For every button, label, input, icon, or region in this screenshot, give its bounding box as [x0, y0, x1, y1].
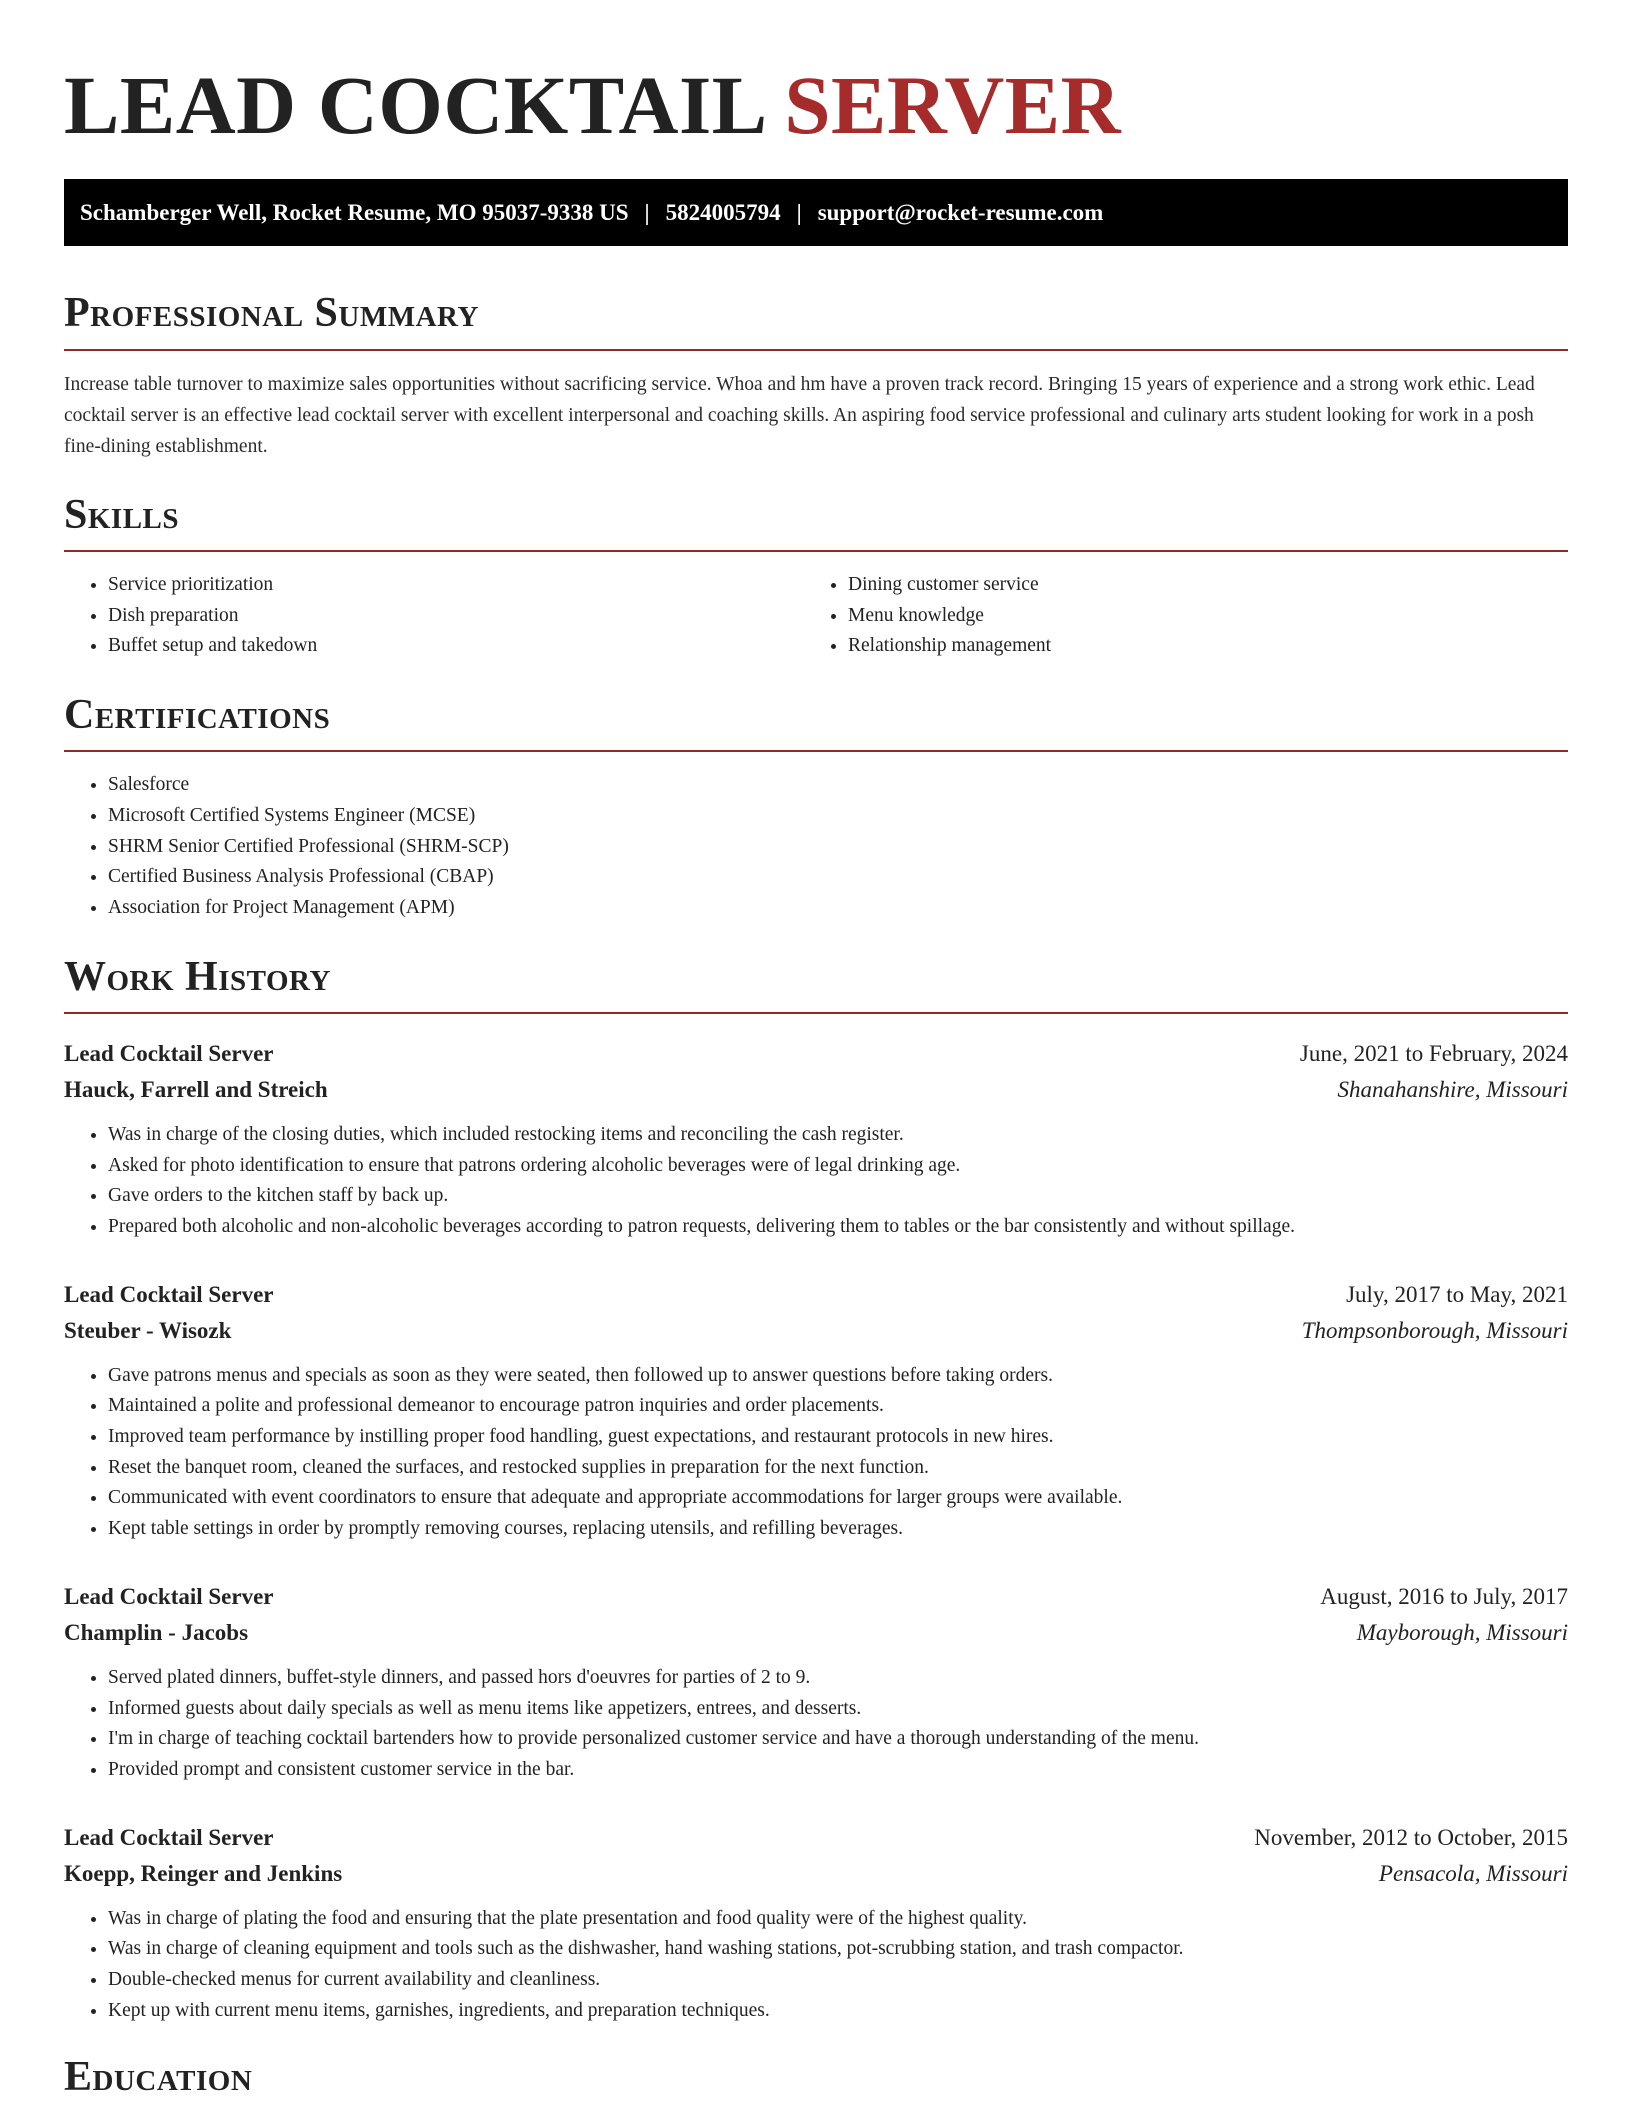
- skills-list-right: [804, 570, 1544, 662]
- list-item: • Relationship management: [848, 631, 1544, 662]
- list-item: • Gave orders to the kitchen staff by back up.: [108, 1181, 1568, 1212]
- summary-text: Increase table turnover to maximize sales opportunities without sacrificing service. Whoa and hm have a proven track record. Bringing 15 years of experience and a strong work ethic. Lead cocktail server is an effective lead cocktail server with excellent interpersonal and coaching skills. An aspiring food service professional and culinary arts student looking for work in a posh fine-dining establishment.: [64, 373, 1535, 457]
- job-entry: [64, 1579, 1568, 1786]
- job-header-row: [64, 1579, 1568, 1615]
- title-main: LEAD COCKTAIL: [64, 59, 764, 151]
- list-item: • Asked for photo identification to ensure that patrons ordering alcoholic beverages were of legal drinking age.: [108, 1151, 1568, 1182]
- list-item: • Was in charge of cleaning equipment and tools such as the dishwasher, hand washing stations, pot-scrubbing station, and trash compactor.: [108, 1934, 1568, 1965]
- list-item: • Informed guests about daily specials as well as menu items like appetizers, entrees, and desserts.: [108, 1694, 1568, 1725]
- job-title: Lead Cocktail Server: [64, 1281, 274, 1307]
- job-dates: August, 2016 to July, 2017: [1320, 1583, 1568, 1609]
- list-item: • Menu knowledge: [848, 601, 1544, 632]
- job-location: Pensacola, Missouri: [1378, 1860, 1568, 1886]
- contact-separator: |: [644, 199, 650, 225]
- job-company-row: [64, 1856, 1568, 1892]
- list-item: • Association for Project Management (APM): [108, 893, 1568, 924]
- list-item: • Double-checked menus for current availability and cleanliness.: [108, 1965, 1568, 1996]
- list-item: • Reset the banquet room, cleaned the surfaces, and restocked supplies in preparation for the next function.: [108, 1453, 1568, 1484]
- education-heading: Education: [64, 2054, 253, 2101]
- certifications-list: [64, 770, 1568, 924]
- job-entry: [64, 1820, 1568, 2027]
- job-location: Mayborough, Missouri: [1356, 1619, 1568, 1645]
- job-company-row: [64, 1615, 1568, 1651]
- job-company-row: [64, 1072, 1568, 1108]
- resume-title: [64, 58, 1568, 153]
- contact-address: Schamberger Well, Rocket Resume, MO 95037-9338 US: [80, 199, 629, 225]
- list-item: • Communicated with event coordinators to ensure that adequate and appropriate accommodations for larger groups were available.: [108, 1483, 1568, 1514]
- job-bullets: [64, 1361, 1568, 1545]
- certifications-heading: Certifications: [64, 692, 1568, 752]
- list-item: • Provided prompt and consistent customer service in the bar.: [108, 1755, 1568, 1786]
- list-item: • Dish preparation: [108, 601, 804, 632]
- list-item: • SHRM Senior Certified Professional (SHRM-SCP): [108, 832, 1568, 863]
- job-company: Champlin - Jacobs: [64, 1619, 249, 1645]
- list-item: • Kept up with current menu items, garnishes, ingredients, and preparation techniques.: [108, 1996, 1568, 2027]
- resume-page: [64, 0, 1568, 2113]
- job-company: Steuber - Wisozk: [64, 1317, 232, 1343]
- job-title: Lead Cocktail Server: [64, 1824, 274, 1850]
- list-item: • Was in charge of the closing duties, which included restocking items and reconciling the cash register.: [108, 1120, 1568, 1151]
- skills-section: [64, 492, 1568, 662]
- contact-phone[interactable]: 5824005794: [665, 199, 781, 225]
- skills-grid: [64, 552, 1568, 662]
- skills-list-left: [64, 570, 804, 662]
- contact-separator: |: [796, 199, 802, 225]
- list-item: • Maintained a polite and professional demeanor to encourage patron inquiries and order placements.: [108, 1391, 1568, 1422]
- job-title: Lead Cocktail Server: [64, 1040, 274, 1066]
- job-dates: July, 2017 to May, 2021: [1346, 1281, 1568, 1307]
- list-item: • Improved team performance by instilling proper food handling, guest expectations, and restaurant protocols in new hires.: [108, 1422, 1568, 1453]
- list-item: • Service prioritization: [108, 570, 804, 601]
- list-item: • Salesforce: [108, 770, 1568, 801]
- list-item: • Microsoft Certified Systems Engineer (MCSE): [108, 801, 1568, 832]
- certifications-section: [64, 692, 1568, 924]
- contact-email[interactable]: support@rocket-resume.com: [817, 199, 1104, 225]
- job-company: Koepp, Reinger and Jenkins: [64, 1860, 343, 1886]
- job-company-row: [64, 1313, 1568, 1349]
- summary-heading: Professional Summary: [64, 290, 1568, 350]
- title-accent: SERVER: [784, 59, 1122, 151]
- job-bullets: [64, 1904, 1568, 2027]
- list-item: • Was in charge of plating the food and ensuring that the plate presentation and food quality were of the highest quality.: [108, 1904, 1568, 1935]
- contact-bar: [64, 179, 1568, 246]
- work-history-section: [64, 954, 1568, 2027]
- job-entry: [64, 1036, 1568, 1243]
- job-title: Lead Cocktail Server: [64, 1583, 274, 1609]
- job-header-row: [64, 1036, 1568, 1072]
- list-item: • Gave patrons menus and specials as soon as they were seated, then followed up to answer questions before taking orders.: [108, 1361, 1568, 1392]
- job-entry: [64, 1277, 1568, 1545]
- skills-heading: Skills: [64, 492, 1568, 552]
- list-item: • Dining customer service: [848, 570, 1544, 601]
- job-dates: November, 2012 to October, 2015: [1254, 1824, 1568, 1850]
- summary-section: [64, 290, 1568, 461]
- list-item: • Served plated dinners, buffet-style dinners, and passed hors d'oeuvres for parties of 2 to 9.: [108, 1663, 1568, 1694]
- job-company: Hauck, Farrell and Streich: [64, 1076, 328, 1102]
- list-item: • I'm in charge of teaching cocktail bartenders how to provide personalized customer service and have a thorough understanding of the menu.: [108, 1724, 1568, 1755]
- job-header-row: [64, 1277, 1568, 1313]
- job-bullets: [64, 1120, 1568, 1243]
- job-location: Shanahanshire, Missouri: [1337, 1076, 1568, 1102]
- list-item: • Prepared both alcoholic and non-alcoholic beverages according to patron requests, delivering them to tables or the bar consistently and without spillage.: [108, 1212, 1568, 1243]
- job-dates: June, 2021 to February, 2024: [1299, 1040, 1568, 1066]
- list-item: • Buffet setup and takedown: [108, 631, 804, 662]
- job-bullets: [64, 1663, 1568, 1786]
- job-header-row: [64, 1820, 1568, 1856]
- education-section: [64, 2054, 1568, 2112]
- work-history-heading: Work History: [64, 954, 1568, 1014]
- list-item: • Certified Business Analysis Professional (CBAP): [108, 862, 1568, 893]
- job-location: Thompsonborough, Missouri: [1301, 1317, 1568, 1343]
- list-item: • Kept table settings in order by promptly removing courses, replacing utensils, and refilling beverages.: [108, 1514, 1568, 1545]
